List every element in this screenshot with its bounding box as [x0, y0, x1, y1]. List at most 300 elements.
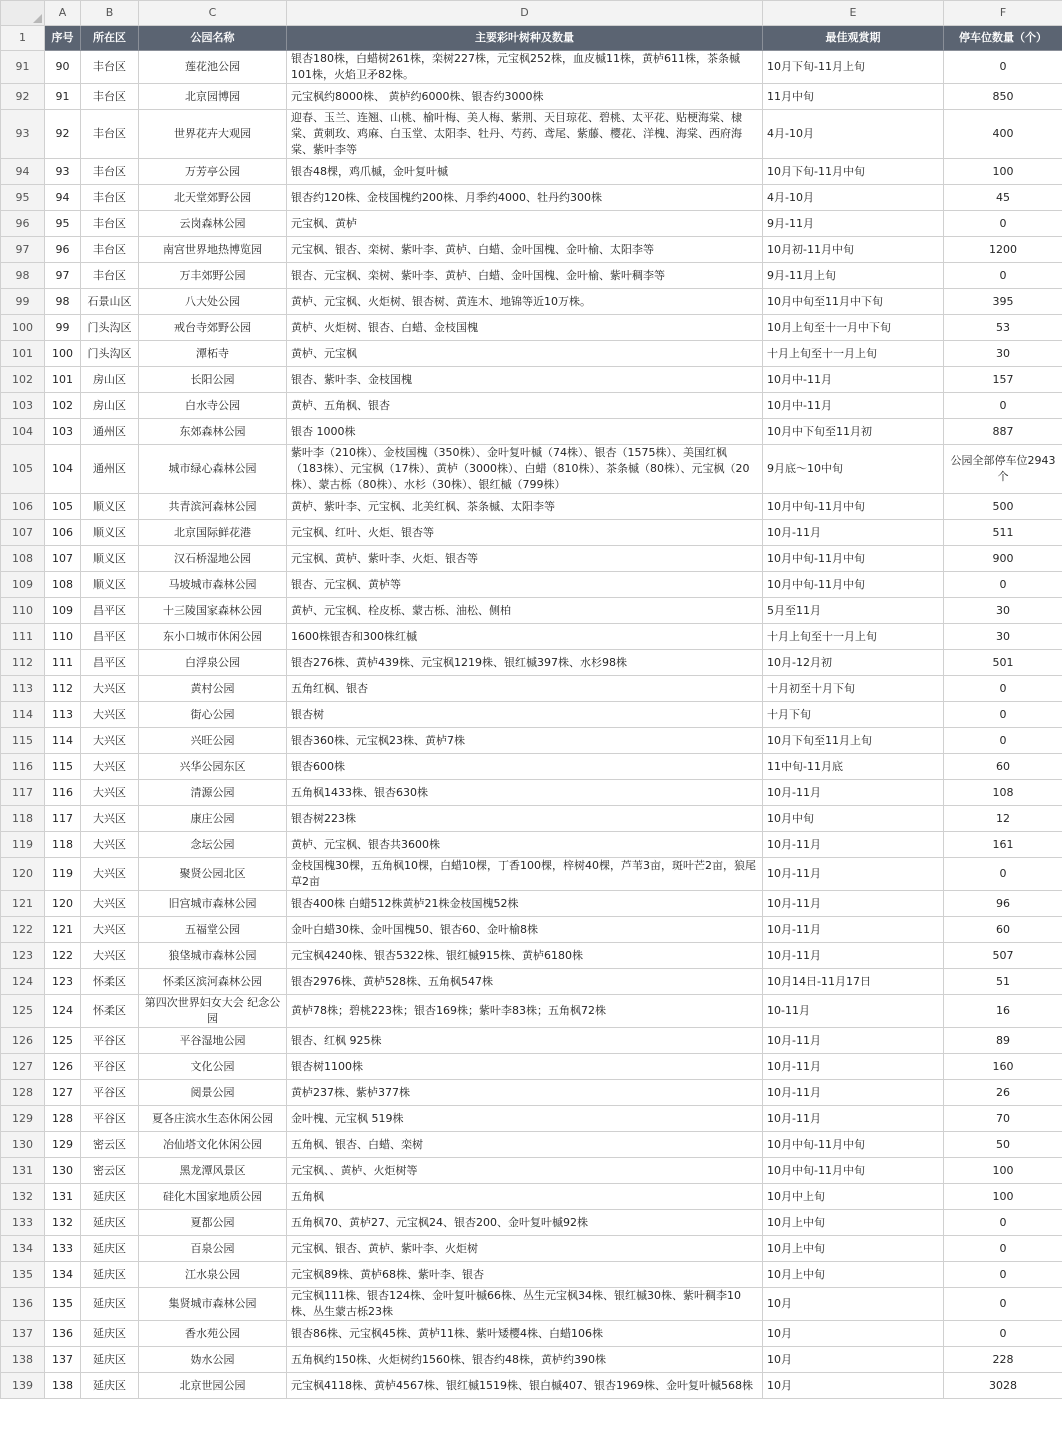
cell-index[interactable]: 92 [45, 110, 81, 159]
header-cell-district[interactable]: 所在区 [81, 26, 139, 51]
cell-best-period[interactable]: 10月-12月初 [763, 650, 944, 676]
cell-best-period[interactable]: 10月中旬-11月中旬 [763, 494, 944, 520]
cell-best-period[interactable]: 10月 [763, 1321, 944, 1347]
cell-park-name[interactable]: 东小口城市休闲公园 [139, 624, 287, 650]
cell-park-name[interactable]: 戒台寺郊野公园 [139, 315, 287, 341]
cell-tree-species[interactable]: 黄栌、五角枫、银杏 [287, 393, 763, 419]
cell-park-name[interactable]: 夏都公园 [139, 1210, 287, 1236]
row-number[interactable]: 119 [1, 832, 45, 858]
cell-parking[interactable]: 0 [944, 1288, 1062, 1321]
row-number[interactable]: 99 [1, 289, 45, 315]
cell-parking[interactable]: 50 [944, 1132, 1062, 1158]
row-number[interactable]: 117 [1, 780, 45, 806]
cell-tree-species[interactable]: 迎春、玉兰、连翘、山桃、榆叶梅、美人梅、紫荆、天目琼花、碧桃、太平花、贴梗海棠、棣棠、黄刺玫、鸡麻、白玉堂、太阳李、牡丹、芍药、鸢尾、紫藤、樱花、洋槐、海棠、西府海棠、紫叶李等 [287, 110, 763, 159]
row-number[interactable]: 93 [1, 110, 45, 159]
cell-index[interactable]: 115 [45, 754, 81, 780]
row-number[interactable]: 139 [1, 1373, 45, 1399]
cell-tree-species[interactable]: 银杏600株 [287, 754, 763, 780]
cell-best-period[interactable]: 10月下旬至11月上旬 [763, 728, 944, 754]
cell-district[interactable]: 门头沟区 [81, 341, 139, 367]
row-number[interactable]: 127 [1, 1054, 45, 1080]
cell-parking[interactable]: 0 [944, 572, 1062, 598]
cell-park-name[interactable]: 阅景公园 [139, 1080, 287, 1106]
cell-district[interactable]: 丰台区 [81, 84, 139, 110]
header-cell-parking[interactable]: 停车位数量（个） [944, 26, 1062, 51]
cell-parking[interactable]: 507 [944, 943, 1062, 969]
cell-tree-species[interactable]: 银杏树223株 [287, 806, 763, 832]
cell-best-period[interactable]: 十月下旬 [763, 702, 944, 728]
cell-parking[interactable]: 53 [944, 315, 1062, 341]
cell-tree-species[interactable]: 元宝枫4118株、黄栌4567株、银红槭1519株、银白槭407、银杏1969株、金叶复叶槭568株 [287, 1373, 763, 1399]
row-number[interactable]: 116 [1, 754, 45, 780]
cell-index[interactable]: 107 [45, 546, 81, 572]
row-number[interactable]: 101 [1, 341, 45, 367]
row-number[interactable]: 121 [1, 891, 45, 917]
cell-index[interactable]: 129 [45, 1132, 81, 1158]
cell-index[interactable]: 118 [45, 832, 81, 858]
cell-index[interactable]: 134 [45, 1262, 81, 1288]
cell-best-period[interactable]: 10月-11月 [763, 917, 944, 943]
cell-best-period[interactable]: 10月-11月 [763, 1054, 944, 1080]
cell-tree-species[interactable]: 银杏360株、元宝枫23株、黄栌7株 [287, 728, 763, 754]
cell-index[interactable]: 132 [45, 1210, 81, 1236]
cell-park-name[interactable]: 旧宫城市森林公园 [139, 891, 287, 917]
cell-index[interactable]: 108 [45, 572, 81, 598]
cell-best-period[interactable]: 10月中旬-11月中旬 [763, 572, 944, 598]
row-number[interactable]: 129 [1, 1106, 45, 1132]
cell-parking[interactable]: 30 [944, 341, 1062, 367]
cell-park-name[interactable]: 康庄公园 [139, 806, 287, 832]
cell-park-name[interactable]: 北京国际鲜花港 [139, 520, 287, 546]
cell-best-period[interactable]: 10-11月 [763, 995, 944, 1028]
row-number[interactable]: 130 [1, 1132, 45, 1158]
cell-index[interactable]: 128 [45, 1106, 81, 1132]
row-number[interactable]: 103 [1, 393, 45, 419]
cell-district[interactable]: 丰台区 [81, 159, 139, 185]
cell-park-name[interactable]: 念坛公园 [139, 832, 287, 858]
cell-parking[interactable]: 12 [944, 806, 1062, 832]
cell-park-name[interactable]: 香水苑公园 [139, 1321, 287, 1347]
cell-tree-species[interactable]: 五角枫 [287, 1184, 763, 1210]
cell-district[interactable]: 延庆区 [81, 1288, 139, 1321]
cell-district[interactable]: 大兴区 [81, 676, 139, 702]
cell-district[interactable]: 密云区 [81, 1158, 139, 1184]
row-number[interactable]: 131 [1, 1158, 45, 1184]
cell-parking[interactable]: 0 [944, 858, 1062, 891]
cell-best-period[interactable]: 十月初至十月下旬 [763, 676, 944, 702]
cell-tree-species[interactable]: 五角红枫、银杏 [287, 676, 763, 702]
cell-park-name[interactable]: 兴旺公园 [139, 728, 287, 754]
cell-best-period[interactable]: 10月中旬-11月中旬 [763, 1158, 944, 1184]
row-number[interactable]: 94 [1, 159, 45, 185]
column-header-e[interactable]: E [763, 1, 944, 26]
cell-index[interactable]: 116 [45, 780, 81, 806]
row-number[interactable]: 122 [1, 917, 45, 943]
cell-district[interactable]: 怀柔区 [81, 995, 139, 1028]
cell-park-name[interactable]: 夏各庄滨水生态休闲公园 [139, 1106, 287, 1132]
cell-parking[interactable]: 887 [944, 419, 1062, 445]
cell-parking[interactable]: 0 [944, 393, 1062, 419]
cell-district[interactable]: 平谷区 [81, 1054, 139, 1080]
cell-tree-species[interactable]: 银杏、元宝枫、黄栌等 [287, 572, 763, 598]
cell-index[interactable]: 131 [45, 1184, 81, 1210]
cell-park-name[interactable]: 狼垡城市森林公园 [139, 943, 287, 969]
cell-index[interactable]: 94 [45, 185, 81, 211]
cell-parking[interactable]: 395 [944, 289, 1062, 315]
cell-tree-species[interactable]: 黄栌、元宝枫 [287, 341, 763, 367]
cell-district[interactable]: 昌平区 [81, 624, 139, 650]
cell-park-name[interactable]: 共青滨河森林公园 [139, 494, 287, 520]
cell-index[interactable]: 130 [45, 1158, 81, 1184]
cell-best-period[interactable]: 10月-11月 [763, 858, 944, 891]
cell-park-name[interactable]: 北天堂郊野公园 [139, 185, 287, 211]
cell-parking[interactable]: 0 [944, 263, 1062, 289]
cell-district[interactable]: 大兴区 [81, 917, 139, 943]
cell-index[interactable]: 124 [45, 995, 81, 1028]
cell-district[interactable]: 昌平区 [81, 598, 139, 624]
cell-parking[interactable]: 500 [944, 494, 1062, 520]
cell-parking[interactable]: 96 [944, 891, 1062, 917]
cell-index[interactable]: 93 [45, 159, 81, 185]
cell-district[interactable]: 丰台区 [81, 51, 139, 84]
cell-best-period[interactable]: 10月上中旬 [763, 1236, 944, 1262]
cell-parking[interactable]: 0 [944, 1236, 1062, 1262]
cell-tree-species[interactable]: 金叶槐、元宝枫 519株 [287, 1106, 763, 1132]
cell-district[interactable]: 大兴区 [81, 858, 139, 891]
cell-tree-species[interactable]: 银杏 1000株 [287, 419, 763, 445]
cell-parking[interactable]: 511 [944, 520, 1062, 546]
cell-parking[interactable]: 26 [944, 1080, 1062, 1106]
cell-tree-species[interactable]: 银杏400株 白蜡512株黄栌21株金枝国槐52株 [287, 891, 763, 917]
cell-best-period[interactable]: 10月-11月 [763, 943, 944, 969]
cell-index[interactable]: 138 [45, 1373, 81, 1399]
cell-tree-species[interactable]: 元宝枫、黄栌 [287, 211, 763, 237]
cell-best-period[interactable]: 10月-11月 [763, 1028, 944, 1054]
cell-parking[interactable]: 160 [944, 1054, 1062, 1080]
row-number[interactable]: 137 [1, 1321, 45, 1347]
row-number[interactable]: 118 [1, 806, 45, 832]
row-number[interactable]: 125 [1, 995, 45, 1028]
cell-parking[interactable]: 45 [944, 185, 1062, 211]
cell-index[interactable]: 111 [45, 650, 81, 676]
cell-parking[interactable]: 1200 [944, 237, 1062, 263]
cell-district[interactable]: 延庆区 [81, 1210, 139, 1236]
cell-best-period[interactable]: 10月-11月 [763, 1106, 944, 1132]
cell-district[interactable]: 昌平区 [81, 650, 139, 676]
cell-district[interactable]: 延庆区 [81, 1373, 139, 1399]
cell-park-name[interactable]: 十三陵国家森林公园 [139, 598, 287, 624]
cell-best-period[interactable]: 10月中旬-11月中旬 [763, 1132, 944, 1158]
cell-district[interactable]: 延庆区 [81, 1262, 139, 1288]
row-number[interactable]: 138 [1, 1347, 45, 1373]
cell-park-name[interactable]: 八大处公园 [139, 289, 287, 315]
cell-park-name[interactable]: 汉石桥湿地公园 [139, 546, 287, 572]
cell-park-name[interactable]: 长阳公园 [139, 367, 287, 393]
cell-tree-species[interactable]: 五角枫、银杏、白蜡、栾树 [287, 1132, 763, 1158]
cell-tree-species[interactable]: 银杏86株、元宝枫45株、黄栌11株、紫叶矮樱4株、白蜡106株 [287, 1321, 763, 1347]
cell-parking[interactable]: 51 [944, 969, 1062, 995]
row-number[interactable]: 126 [1, 1028, 45, 1054]
cell-index[interactable]: 105 [45, 494, 81, 520]
cell-best-period[interactable]: 10月 [763, 1288, 944, 1321]
row-number[interactable]: 134 [1, 1236, 45, 1262]
cell-park-name[interactable]: 云岗森林公园 [139, 211, 287, 237]
cell-district[interactable]: 丰台区 [81, 110, 139, 159]
cell-tree-species[interactable]: 元宝枫89株、黄栌68株、紫叶李、银杏 [287, 1262, 763, 1288]
row-number[interactable]: 120 [1, 858, 45, 891]
cell-best-period[interactable]: 10月 [763, 1373, 944, 1399]
cell-index[interactable]: 95 [45, 211, 81, 237]
cell-best-period[interactable]: 10月下旬-11月中旬 [763, 159, 944, 185]
cell-index[interactable]: 120 [45, 891, 81, 917]
cell-parking[interactable]: 89 [944, 1028, 1062, 1054]
header-cell-best-period[interactable]: 最佳观赏期 [763, 26, 944, 51]
cell-index[interactable]: 117 [45, 806, 81, 832]
row-number[interactable]: 95 [1, 185, 45, 211]
cell-index[interactable]: 104 [45, 445, 81, 494]
cell-tree-species[interactable]: 银杏276株、黄栌439株、元宝枫1219株、银红槭397株、水杉98株 [287, 650, 763, 676]
row-number[interactable]: 96 [1, 211, 45, 237]
cell-best-period[interactable]: 10月-11月 [763, 520, 944, 546]
row-number[interactable]: 113 [1, 676, 45, 702]
cell-best-period[interactable]: 10月中下旬至11月初 [763, 419, 944, 445]
cell-index[interactable]: 114 [45, 728, 81, 754]
cell-best-period[interactable]: 10月-11月 [763, 780, 944, 806]
header-cell-park-name[interactable]: 公园名称 [139, 26, 287, 51]
cell-tree-species[interactable]: 五角枫1433株、银杏630株 [287, 780, 763, 806]
cell-tree-species[interactable]: 银杏2976株、黄栌528株、五角枫547株 [287, 969, 763, 995]
cell-park-name[interactable]: 黑龙潭风景区 [139, 1158, 287, 1184]
cell-parking[interactable]: 0 [944, 1262, 1062, 1288]
column-header-d[interactable]: D [287, 1, 763, 26]
cell-index[interactable]: 112 [45, 676, 81, 702]
cell-best-period[interactable]: 10月上中旬 [763, 1262, 944, 1288]
cell-park-name[interactable]: 白浮泉公园 [139, 650, 287, 676]
column-header-c[interactable]: C [139, 1, 287, 26]
cell-park-name[interactable]: 马坡城市森林公园 [139, 572, 287, 598]
cell-park-name[interactable]: 五福堂公园 [139, 917, 287, 943]
row-number[interactable]: 128 [1, 1080, 45, 1106]
cell-parking[interactable]: 3028 [944, 1373, 1062, 1399]
cell-park-name[interactable]: 江水泉公园 [139, 1262, 287, 1288]
row-number[interactable]: 100 [1, 315, 45, 341]
cell-best-period[interactable]: 10月-11月 [763, 891, 944, 917]
cell-index[interactable]: 122 [45, 943, 81, 969]
cell-tree-species[interactable]: 金叶白蜡30株、金叶国槐50、银杏60、金叶榆8株 [287, 917, 763, 943]
row-number[interactable]: 124 [1, 969, 45, 995]
cell-district[interactable]: 顺义区 [81, 494, 139, 520]
cell-tree-species[interactable]: 银杏约120株、金枝国槐约200株、月季约4000、牡丹约300株 [287, 185, 763, 211]
cell-index[interactable]: 133 [45, 1236, 81, 1262]
cell-best-period[interactable]: 10月中旬-11月中旬 [763, 546, 944, 572]
cell-tree-species[interactable]: 元宝枫、、黄栌、火炬树等 [287, 1158, 763, 1184]
cell-index[interactable]: 90 [45, 51, 81, 84]
cell-tree-species[interactable]: 黄栌78株；碧桃223株；银杏169株；紫叶李83株；五角枫72株 [287, 995, 763, 1028]
cell-tree-species[interactable]: 银杏、元宝枫、栾树、紫叶李、黄栌、白蜡、金叶国槐、金叶榆、紫叶稠李等 [287, 263, 763, 289]
cell-tree-species[interactable]: 银杏、紫叶李、金枝国槐 [287, 367, 763, 393]
cell-best-period[interactable]: 十月上旬至十一月上旬 [763, 624, 944, 650]
cell-park-name[interactable]: 平谷湿地公园 [139, 1028, 287, 1054]
cell-park-name[interactable]: 聚贤公园北区 [139, 858, 287, 891]
cell-park-name[interactable]: 第四次世界妇女大会 纪念公园 [139, 995, 287, 1028]
cell-index[interactable]: 119 [45, 858, 81, 891]
cell-parking[interactable]: 100 [944, 1184, 1062, 1210]
cell-parking[interactable]: 0 [944, 702, 1062, 728]
cell-best-period[interactable]: 10月中旬 [763, 806, 944, 832]
cell-parking[interactable]: 70 [944, 1106, 1062, 1132]
cell-best-period[interactable]: 4月-10月 [763, 185, 944, 211]
cell-tree-species[interactable]: 元宝枫约8000株、 黄栌约6000株、银杏约3000株 [287, 84, 763, 110]
cell-best-period[interactable]: 10月上中旬 [763, 1210, 944, 1236]
column-header-a[interactable]: A [45, 1, 81, 26]
cell-park-name[interactable]: 清源公园 [139, 780, 287, 806]
cell-park-name[interactable]: 东郊森林公园 [139, 419, 287, 445]
cell-district[interactable]: 通州区 [81, 445, 139, 494]
cell-index[interactable]: 102 [45, 393, 81, 419]
cell-park-name[interactable]: 集贤城市森林公园 [139, 1288, 287, 1321]
row-number[interactable]: 105 [1, 445, 45, 494]
row-number[interactable]: 135 [1, 1262, 45, 1288]
cell-tree-species[interactable]: 黄栌、火炬树、银杏、白蜡、金枝国槐 [287, 315, 763, 341]
cell-parking[interactable]: 900 [944, 546, 1062, 572]
cell-district[interactable]: 丰台区 [81, 185, 139, 211]
cell-index[interactable]: 109 [45, 598, 81, 624]
row-number[interactable]: 102 [1, 367, 45, 393]
cell-district[interactable]: 丰台区 [81, 211, 139, 237]
cell-index[interactable]: 91 [45, 84, 81, 110]
cell-parking[interactable]: 400 [944, 110, 1062, 159]
cell-best-period[interactable]: 5月至11月 [763, 598, 944, 624]
cell-park-name[interactable]: 妫水公园 [139, 1347, 287, 1373]
cell-parking[interactable]: 100 [944, 1158, 1062, 1184]
cell-district[interactable]: 顺义区 [81, 546, 139, 572]
cell-parking[interactable]: 157 [944, 367, 1062, 393]
row-number[interactable]: 115 [1, 728, 45, 754]
row-number[interactable]: 108 [1, 546, 45, 572]
cell-district[interactable]: 延庆区 [81, 1184, 139, 1210]
cell-district[interactable]: 门头沟区 [81, 315, 139, 341]
cell-best-period[interactable]: 10月中上旬 [763, 1184, 944, 1210]
cell-index[interactable]: 103 [45, 419, 81, 445]
cell-best-period[interactable]: 10月14日-11月17日 [763, 969, 944, 995]
cell-tree-species[interactable]: 黄栌237株、紫栌377株 [287, 1080, 763, 1106]
cell-parking[interactable]: 30 [944, 624, 1062, 650]
cell-tree-species[interactable]: 银杏、红枫 925株 [287, 1028, 763, 1054]
column-header-f[interactable]: F [944, 1, 1062, 26]
cell-index[interactable]: 125 [45, 1028, 81, 1054]
cell-district[interactable]: 顺义区 [81, 572, 139, 598]
cell-park-name[interactable]: 潭柘寺 [139, 341, 287, 367]
cell-park-name[interactable]: 世界花卉大观园 [139, 110, 287, 159]
cell-district[interactable]: 石景山区 [81, 289, 139, 315]
cell-district[interactable]: 大兴区 [81, 780, 139, 806]
cell-parking[interactable]: 0 [944, 211, 1062, 237]
row-number[interactable]: 123 [1, 943, 45, 969]
cell-district[interactable]: 丰台区 [81, 237, 139, 263]
cell-tree-species[interactable]: 黄栌、元宝枫、栓皮栎、蒙古栎、油松、侧柏 [287, 598, 763, 624]
cell-district[interactable]: 密云区 [81, 1132, 139, 1158]
cell-park-name[interactable]: 万芳亭公园 [139, 159, 287, 185]
cell-park-name[interactable]: 北京世园公园 [139, 1373, 287, 1399]
cell-park-name[interactable]: 白水寺公园 [139, 393, 287, 419]
cell-index[interactable]: 98 [45, 289, 81, 315]
cell-district[interactable]: 延庆区 [81, 1321, 139, 1347]
cell-index[interactable]: 106 [45, 520, 81, 546]
cell-tree-species[interactable]: 元宝枫、银杏、黄栌、紫叶李、火炬树 [287, 1236, 763, 1262]
row-number[interactable]: 133 [1, 1210, 45, 1236]
cell-tree-species[interactable]: 黄栌、紫叶李、元宝枫、北美红枫、茶条槭、太阳李等 [287, 494, 763, 520]
cell-district[interactable]: 通州区 [81, 419, 139, 445]
cell-index[interactable]: 136 [45, 1321, 81, 1347]
row-number[interactable]: 136 [1, 1288, 45, 1321]
cell-parking[interactable]: 公园全部停车位2943个 [944, 445, 1062, 494]
cell-tree-species[interactable]: 黄栌、元宝枫、银杏共3600株 [287, 832, 763, 858]
cell-district[interactable]: 大兴区 [81, 891, 139, 917]
cell-tree-species[interactable]: 元宝枫111株、银杏124株、金叶复叶槭66株、丛生元宝枫34株、银红槭30株、紫叶稠李10株、丛生蒙古栎23株 [287, 1288, 763, 1321]
cell-index[interactable]: 137 [45, 1347, 81, 1373]
cell-park-name[interactable]: 百泉公园 [139, 1236, 287, 1262]
cell-index[interactable]: 96 [45, 237, 81, 263]
cell-park-name[interactable]: 冶仙塔文化休闲公园 [139, 1132, 287, 1158]
cell-tree-species[interactable]: 银杏树 [287, 702, 763, 728]
cell-tree-species[interactable]: 五角枫约150株、火炬树约1560株、银杏约48株，黄栌约390株 [287, 1347, 763, 1373]
cell-best-period[interactable]: 10月-11月 [763, 832, 944, 858]
cell-district[interactable]: 房山区 [81, 393, 139, 419]
cell-best-period[interactable]: 11月中旬 [763, 84, 944, 110]
cell-tree-species[interactable]: 银杏树1100株 [287, 1054, 763, 1080]
cell-index[interactable]: 97 [45, 263, 81, 289]
cell-index[interactable]: 99 [45, 315, 81, 341]
cell-index[interactable]: 101 [45, 367, 81, 393]
row-number[interactable]: 92 [1, 84, 45, 110]
cell-parking[interactable]: 108 [944, 780, 1062, 806]
cell-best-period[interactable]: 10月上旬至十一月中下旬 [763, 315, 944, 341]
cell-tree-species[interactable]: 银杏48棵，鸡爪槭，金叶复叶槭 [287, 159, 763, 185]
cell-tree-species[interactable]: 紫叶李（210株）、金枝国槐（350株）、金叶复叶槭（74株）、银杏（1575株）、美国红枫（183株）、元宝枫（17株）、黄栌（3000株）、白蜡（810株）、茶条槭（80株）、元宝枫（20株）、蒙古栎（80株）、水杉（30株）、银红槭（799株） [287, 445, 763, 494]
cell-park-name[interactable]: 硅化木国家地质公园 [139, 1184, 287, 1210]
cell-best-period[interactable]: 10月中-11月 [763, 393, 944, 419]
cell-district[interactable]: 大兴区 [81, 832, 139, 858]
cell-district[interactable]: 延庆区 [81, 1236, 139, 1262]
cell-district[interactable]: 房山区 [81, 367, 139, 393]
row-number[interactable]: 97 [1, 237, 45, 263]
cell-parking[interactable]: 0 [944, 1210, 1062, 1236]
cell-tree-species[interactable]: 黄栌、元宝枫、火炬树、银杏树、黄连木、地锦等近10万株。 [287, 289, 763, 315]
row-number[interactable]: 114 [1, 702, 45, 728]
cell-district[interactable]: 大兴区 [81, 754, 139, 780]
row-number[interactable]: 1 [1, 26, 45, 51]
cell-parking[interactable]: 30 [944, 598, 1062, 624]
cell-tree-species[interactable]: 元宝枫4240株、银杏5322株、银红槭915株、黄栌6180株 [287, 943, 763, 969]
column-header-b[interactable]: B [81, 1, 139, 26]
cell-parking[interactable]: 0 [944, 51, 1062, 84]
cell-park-name[interactable]: 南宫世界地热博览园 [139, 237, 287, 263]
cell-tree-species[interactable]: 金枝国槐30棵，五角枫10棵，白蜡10棵，丁香100棵，梓树40棵，芦苇3亩，斑叶芒2亩，狼尾草2亩 [287, 858, 763, 891]
cell-parking[interactable]: 100 [944, 159, 1062, 185]
cell-parking[interactable]: 0 [944, 728, 1062, 754]
cell-best-period[interactable]: 10月初-11月中旬 [763, 237, 944, 263]
cell-parking[interactable]: 0 [944, 676, 1062, 702]
cell-best-period[interactable]: 十月上旬至十一月上旬 [763, 341, 944, 367]
cell-park-name[interactable]: 万丰郊野公园 [139, 263, 287, 289]
row-number[interactable]: 107 [1, 520, 45, 546]
cell-index[interactable]: 135 [45, 1288, 81, 1321]
cell-tree-species[interactable]: 1600株银杏和300株红槭 [287, 624, 763, 650]
cell-district[interactable]: 大兴区 [81, 943, 139, 969]
header-cell-index[interactable]: 序号 [45, 26, 81, 51]
cell-index[interactable]: 100 [45, 341, 81, 367]
row-number[interactable]: 132 [1, 1184, 45, 1210]
